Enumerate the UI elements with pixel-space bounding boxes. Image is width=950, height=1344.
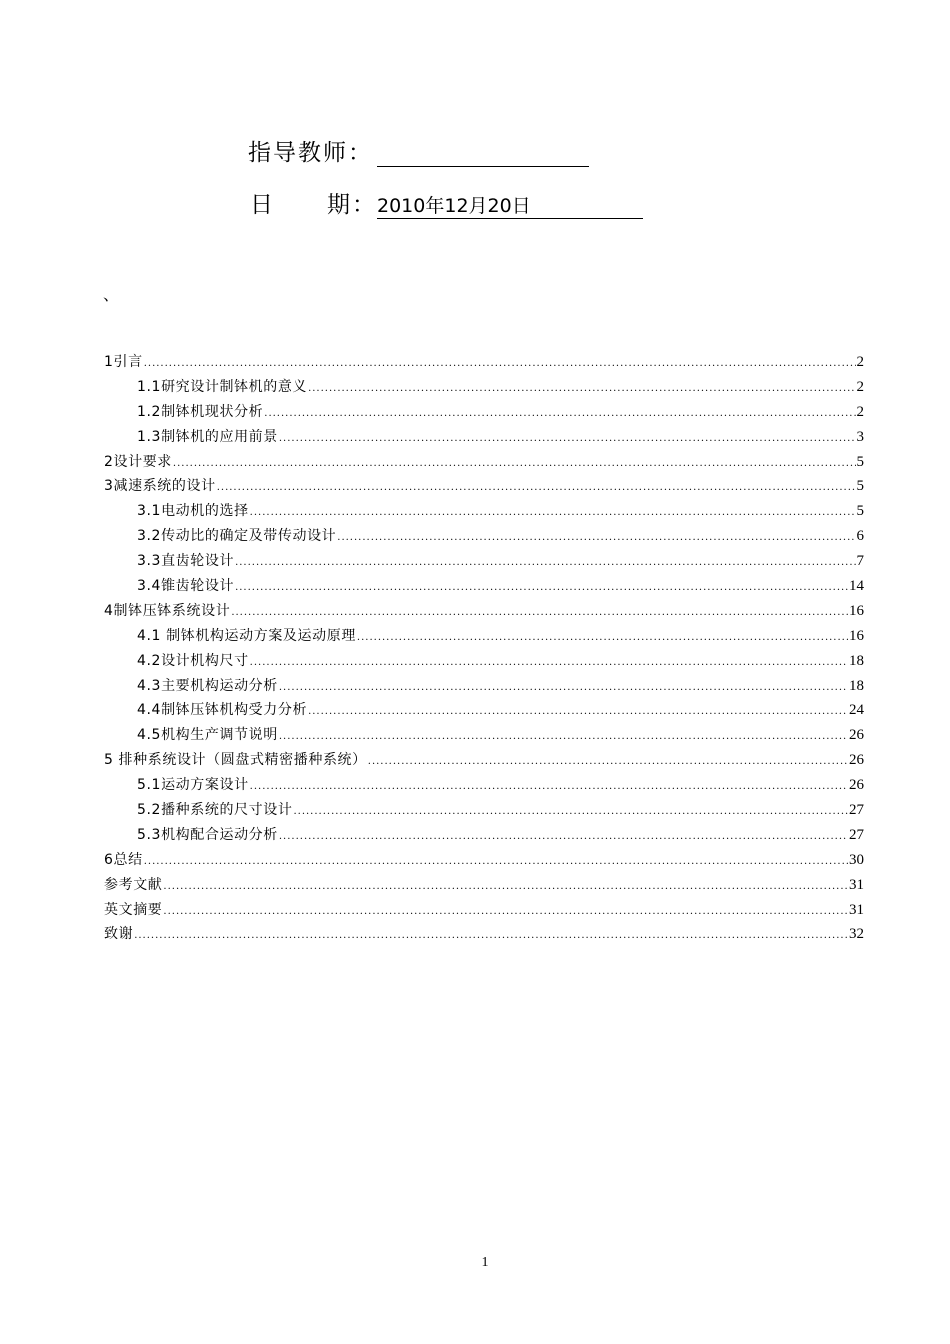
toc-entry[interactable]: [104, 798, 864, 823]
toc-entry[interactable]: [104, 848, 864, 873]
toc-entry-page: 26: [849, 752, 864, 769]
toc-entry-title: 3减速系统的设计: [104, 478, 216, 495]
toc-entry-title: 4制钵压钵系统设计: [104, 602, 231, 619]
toc-entry-page: 16: [849, 627, 864, 644]
date-value: 2010年12月20日: [377, 191, 643, 219]
table-of-contents: [104, 350, 864, 947]
toc-entry[interactable]: [104, 898, 864, 923]
toc-entry-page: 7: [856, 553, 864, 570]
toc-leader-dots: [217, 476, 856, 501]
toc-entry[interactable]: [104, 350, 864, 375]
toc-entry-page: 18: [849, 677, 864, 694]
toc-leader-dots: [250, 775, 848, 800]
toc-leader-dots: [279, 725, 848, 750]
toc-entry-title: 4.5机构生产调节说明: [137, 727, 278, 744]
toc-leader-dots: [144, 352, 856, 377]
toc-entry[interactable]: [104, 748, 864, 773]
toc-leader-dots: [308, 377, 855, 402]
toc-entry-title: 5 排种系统设计（圆盘式精密播种系统）: [104, 752, 367, 769]
toc-entry-title: 5.1运动方案设计: [137, 777, 249, 794]
toc-entry-title: 4.4制钵压钵机构受力分析: [137, 702, 308, 719]
toc-entry-page: 5: [856, 478, 864, 495]
toc-entry[interactable]: [104, 873, 864, 898]
advisor-line: [248, 134, 589, 167]
toc-entry[interactable]: [104, 549, 864, 574]
toc-entry[interactable]: [104, 922, 864, 947]
toc-entry-title: 1引言: [104, 354, 143, 370]
toc-entry-title: 英文摘要: [104, 901, 163, 918]
toc-entry-title: 1.3制钵机的应用前景: [137, 428, 278, 445]
toc-leader-dots: [264, 402, 855, 427]
toc-leader-dots: [235, 576, 848, 601]
toc-entry-title: 5.3机构配合运动分析: [137, 826, 278, 843]
toc-entry-page: 31: [849, 876, 864, 893]
toc-entry-title: 3.3直齿轮设计: [137, 553, 235, 570]
toc-leader-dots: [231, 601, 848, 626]
toc-entry[interactable]: [104, 400, 864, 425]
toc-entry[interactable]: [104, 624, 864, 649]
toc-entry-page: 27: [849, 826, 864, 843]
date-line: [250, 186, 643, 219]
toc-entry[interactable]: [104, 450, 864, 475]
toc-leader-dots: [337, 526, 855, 551]
toc-entry-title: 参考文献: [104, 876, 163, 893]
toc-leader-dots: [250, 651, 848, 676]
toc-entry-page: 16: [849, 602, 864, 619]
toc-entry-page: 24: [849, 702, 864, 719]
toc-entry[interactable]: [104, 649, 864, 674]
toc-entry-title: 3.4锥齿轮设计: [137, 578, 235, 595]
toc-entry-page: 14: [849, 578, 864, 595]
toc-entry-page: 5: [856, 453, 864, 470]
toc-entry-page: 2: [856, 403, 864, 420]
date-label-day: 日: [250, 192, 275, 218]
toc-leader-dots: [357, 626, 848, 651]
toc-entry-title: 3.1电动机的选择: [137, 503, 249, 520]
toc-entry[interactable]: [104, 823, 864, 848]
toc-leader-dots: [235, 551, 855, 576]
toc-leader-dots: [279, 427, 856, 452]
toc-entry[interactable]: [104, 773, 864, 798]
toc-entry-title: 3.2传动比的确定及带传动设计: [137, 528, 337, 545]
toc-entry-title: 5.2播种系统的尺寸设计: [137, 802, 293, 819]
toc-entry-page: 2: [856, 378, 864, 395]
toc-leader-dots: [163, 900, 848, 925]
toc-entry-page: 30: [849, 851, 864, 868]
punctuation-mark: 、: [103, 285, 120, 304]
toc-entry[interactable]: [104, 599, 864, 624]
toc-entry-title: 4.3主要机构运动分析: [137, 677, 278, 694]
toc-entry-title: 2设计要求: [104, 453, 172, 470]
toc-entry-page: 6: [856, 528, 864, 545]
toc-entry-page: 26: [849, 727, 864, 744]
toc-entry[interactable]: [104, 425, 864, 450]
date-label-period: 期：: [327, 192, 377, 218]
toc-leader-dots: [173, 452, 856, 477]
toc-entry[interactable]: [104, 375, 864, 400]
toc-leader-dots: [293, 800, 848, 825]
toc-entry[interactable]: [104, 574, 864, 599]
toc-leader-dots: [250, 501, 856, 526]
toc-leader-dots: [144, 850, 848, 875]
page-number: 1: [481, 1255, 489, 1270]
toc-entry-page: 27: [849, 802, 864, 819]
toc-entry-title: 致谢: [104, 926, 134, 943]
toc-leader-dots: [279, 825, 848, 850]
toc-entry-page: 2: [856, 354, 864, 370]
toc-leader-dots: [134, 924, 848, 949]
advisor-blank: [377, 142, 589, 167]
toc-leader-dots: [368, 750, 848, 775]
toc-entry-title: 4.2设计机构尺寸: [137, 652, 249, 669]
toc-leader-dots: [163, 875, 848, 900]
toc-entry-page: 26: [849, 777, 864, 794]
toc-entry-title: 4.1 制钵机构运动方案及运动原理: [137, 627, 356, 644]
toc-entry-title: 6总结: [104, 851, 143, 868]
toc-entry-page: 5: [856, 503, 864, 520]
toc-entry-page: 31: [849, 901, 864, 918]
toc-entry-title: 1.2制钵机现状分析: [137, 403, 264, 420]
toc-entry[interactable]: [104, 474, 864, 499]
toc-entry-page: 3: [856, 428, 864, 445]
toc-entry-page: 18: [849, 652, 864, 669]
toc-leader-dots: [308, 700, 848, 725]
toc-entry[interactable]: [104, 674, 864, 699]
toc-entry[interactable]: [104, 524, 864, 549]
toc-entry[interactable]: [104, 499, 864, 524]
advisor-label: 指导教师：: [248, 140, 373, 166]
toc-entry[interactable]: [104, 723, 864, 748]
toc-entry[interactable]: [104, 698, 864, 723]
toc-entry-page: 32: [849, 926, 864, 943]
toc-leader-dots: [279, 676, 848, 701]
toc-entry-title: 1.1研究设计制钵机的意义: [137, 378, 308, 395]
